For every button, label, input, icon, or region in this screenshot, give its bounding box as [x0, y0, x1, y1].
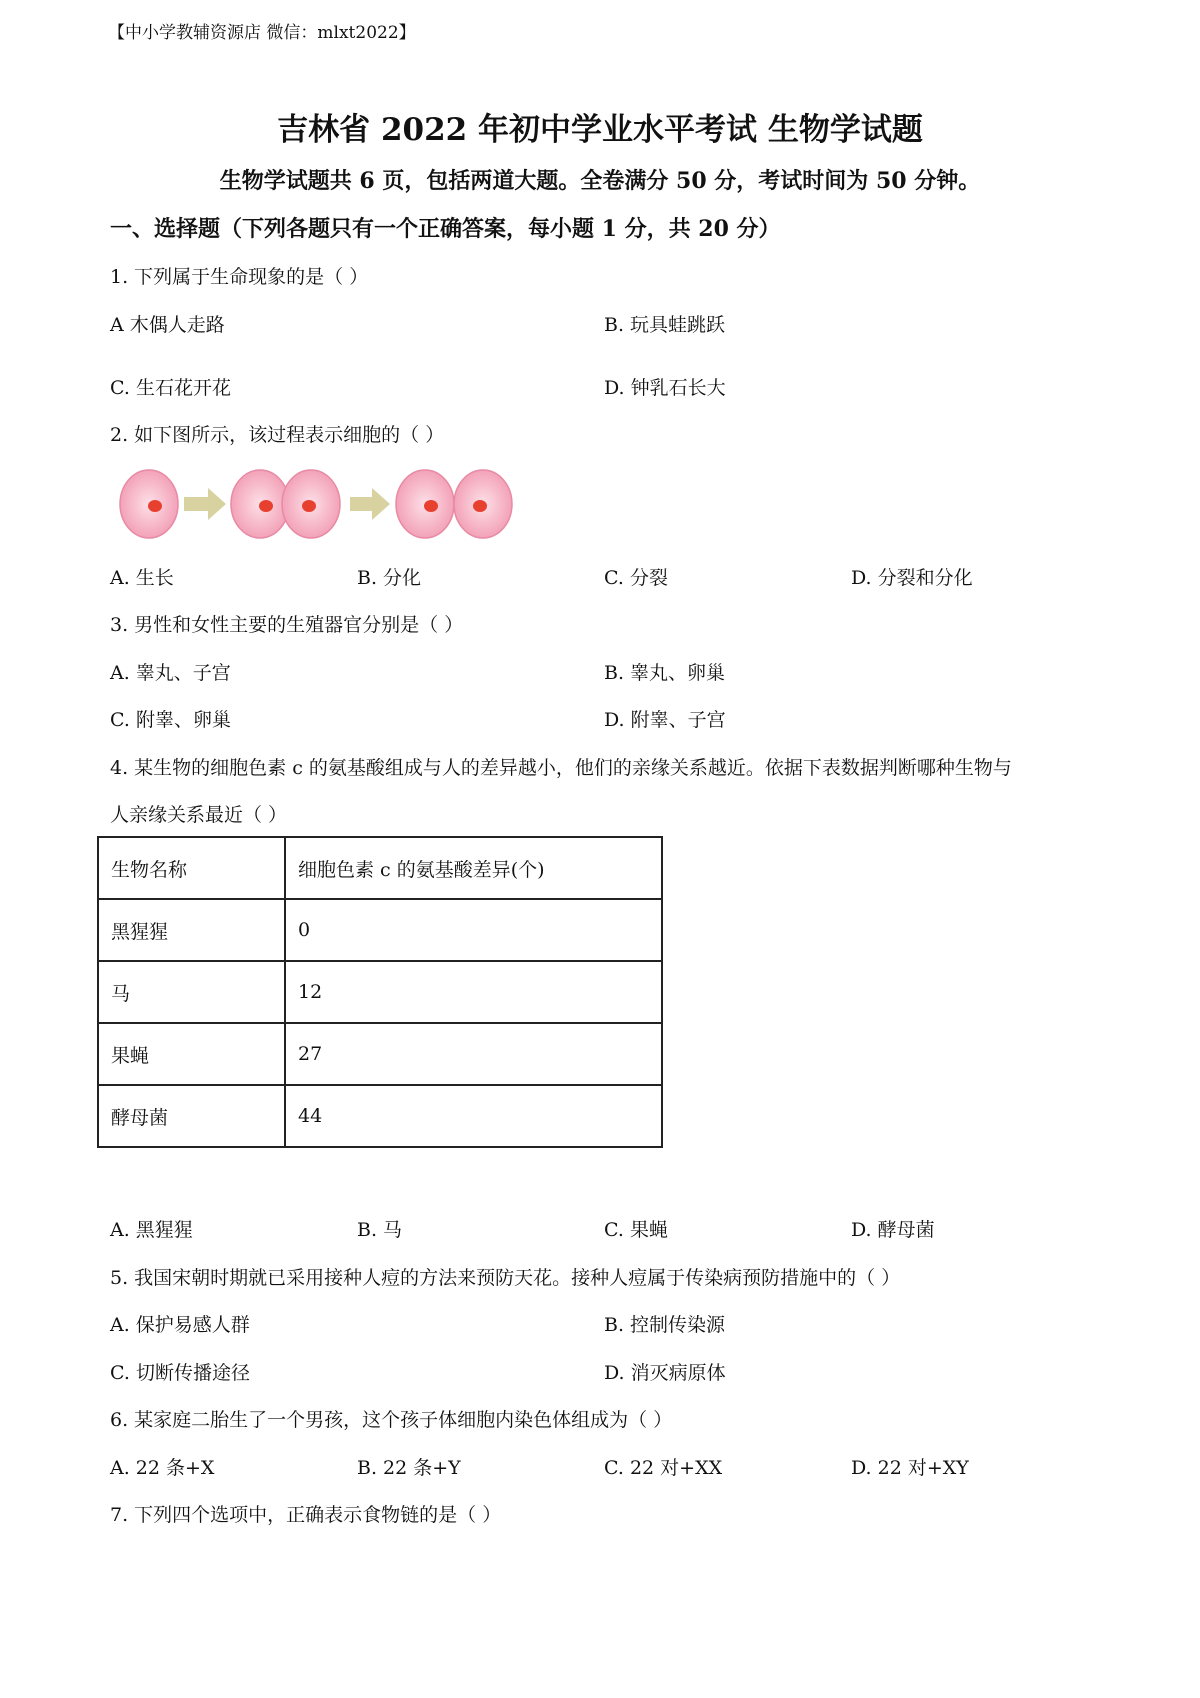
page-title: 吉林省 2022 年初中学业水平考试 生物学试题	[277, 112, 923, 148]
option-5c: C. 切断传播途径	[110, 1362, 250, 1384]
question-3: 3. 男性和女性主要的生殖器官分别是（ ）	[110, 614, 464, 636]
option-2a: A. 生长	[110, 567, 174, 589]
option-6d: D. 22 对+XY	[851, 1457, 969, 1479]
option-5a: A. 保护易感人群	[110, 1314, 250, 1336]
nucleus	[148, 500, 162, 512]
table-cell: 黑猩猩	[98, 899, 285, 961]
arrow-2-icon	[350, 488, 390, 520]
section-heading: 一、选择题（下列各题只有一个正确答案，每小题 1 分，共 20 分）	[110, 216, 781, 242]
table-row	[98, 1085, 662, 1147]
question-7: 7. 下列四个选项中，正确表示食物链的是（ ）	[110, 1504, 502, 1526]
option-3a: A. 睾丸、子宫	[110, 662, 231, 684]
option-3b: B. 睾丸、卵巢	[604, 662, 726, 684]
single-cell	[120, 470, 178, 538]
table-cell: 马	[98, 961, 285, 1023]
table-header-row	[98, 837, 662, 899]
table-row	[98, 1023, 662, 1085]
option-1a: A 木偶人走路	[110, 314, 225, 336]
option-5d: D. 消灭病原体	[604, 1362, 726, 1384]
table-cell: 酵母菌	[98, 1085, 285, 1147]
table-header: 细胞色素 c 的氨基酸差异(个)	[285, 837, 662, 899]
table-cell: 0	[285, 899, 662, 961]
question-2: 2. 如下图所示，该过程表示细胞的（ ）	[110, 424, 445, 446]
option-4b: B. 马	[357, 1219, 403, 1241]
question-5: 5. 我国宋朝时期就已采用接种人痘的方法来预防天花。接种人痘属于传染病预防措施中的（ ）	[110, 1267, 901, 1289]
option-5b: B. 控制传染源	[604, 1314, 726, 1336]
amino-acid-table	[97, 836, 663, 1148]
option-3d: D. 附睾、子宫	[604, 709, 726, 731]
dividing-cell	[231, 470, 340, 538]
option-2d: D. 分裂和分化	[851, 567, 973, 589]
option-6c: C. 22 对+XX	[604, 1457, 723, 1479]
option-4d: D. 酵母菌	[851, 1219, 935, 1241]
table-cell: 27	[285, 1023, 662, 1085]
option-3c: C. 附睾、卵巢	[110, 709, 231, 731]
table-cell: 12	[285, 961, 662, 1023]
option-1c: C. 生石花开花	[110, 377, 231, 399]
option-1b: B. 玩具蛙跳跃	[604, 314, 726, 336]
question-6: 6. 某家庭二胎生了一个男孩，这个孩子体细胞内染色体组成为（ ）	[110, 1409, 673, 1431]
question-4: 4. 某生物的细胞色素 c 的氨基酸组成与人的差异越小，他们的亲缘关系越近。依据下表数据判断哪种生物与	[110, 757, 1012, 779]
table-row	[98, 961, 662, 1023]
table-row	[98, 899, 662, 961]
option-2c: C. 分裂	[604, 567, 668, 589]
option-1d: D. 钟乳石长大	[604, 377, 726, 399]
option-4a: A. 黑猩猩	[110, 1219, 193, 1241]
option-4c: C. 果蝇	[604, 1219, 668, 1241]
table-header: 生物名称	[98, 837, 285, 899]
question-1: 1. 下列属于生命现象的是（ ）	[110, 266, 369, 288]
option-6a: A. 22 条+X	[110, 1457, 215, 1479]
two-cells	[396, 470, 512, 538]
option-2b: B. 分化	[357, 567, 422, 589]
question-4-cont: 人亲缘关系最近（ ）	[110, 804, 288, 826]
exam-info: 生物学试题共 6 页，包括两道大题。全卷满分 50 分，考试时间为 50 分钟。	[219, 168, 981, 194]
arrow-1-icon	[184, 488, 226, 520]
option-6b: B. 22 条+Y	[357, 1457, 461, 1479]
table-cell: 44	[285, 1085, 662, 1147]
table-cell: 果蝇	[98, 1023, 285, 1085]
cell-division-figure	[118, 466, 518, 542]
watermark: 【中小学教辅资源店 微信：mlxt2022】	[108, 23, 416, 43]
